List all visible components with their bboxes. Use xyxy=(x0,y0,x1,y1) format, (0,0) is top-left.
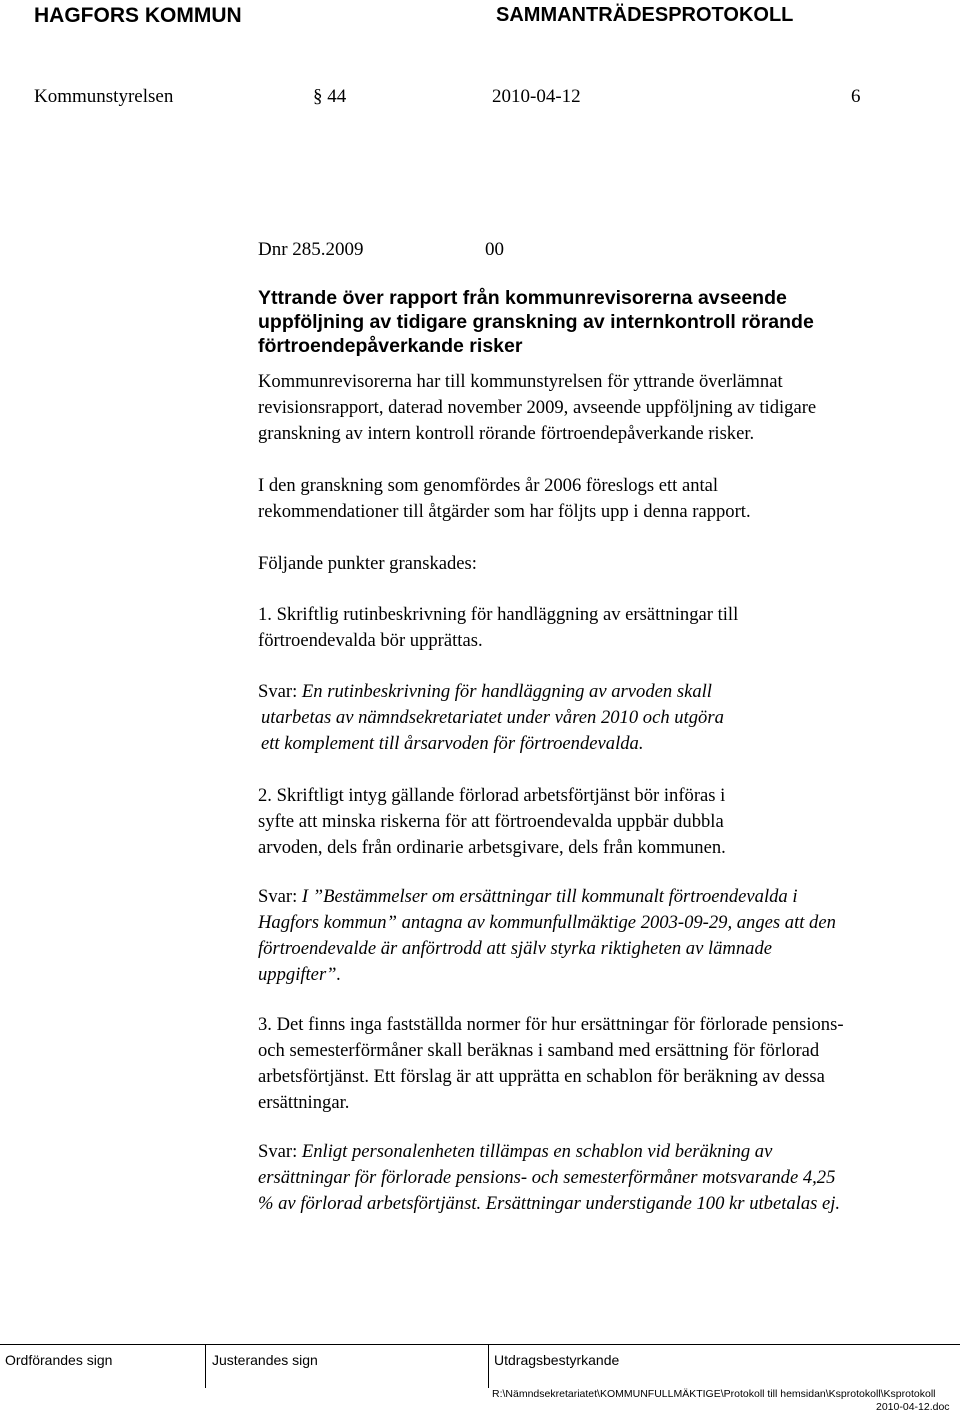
footer-sign-certification: Utdragsbestyrkande xyxy=(494,1352,620,1368)
text-line: Hagfors kommun” antagna av kommunfullmäktige 2003-09-29, anges att den xyxy=(258,912,836,933)
text-line: ersättningar. xyxy=(258,1092,350,1113)
text-line: 3. Det finns inga fastställda normer för hur ersättningar för förlorade pensions- xyxy=(258,1014,844,1035)
meta-paragraph: § 44 xyxy=(313,86,347,107)
meta-page: 6 xyxy=(851,86,861,107)
org-name: HAGFORS KOMMUN xyxy=(34,4,242,27)
footer-top-rule xyxy=(0,1344,960,1345)
answer-label: Svar: xyxy=(258,1141,298,1162)
intro-paragraph xyxy=(258,369,816,447)
paragraph-2 xyxy=(258,473,751,525)
text-line: och semesterförmåner skall beräknas i samband med ersättning för förlorad xyxy=(258,1040,820,1061)
text-line: En rutinbeskrivning för handläggning av arvoden skall xyxy=(297,681,712,702)
footer-divider xyxy=(488,1344,489,1388)
title-line: förtroendepåverkande risker xyxy=(258,335,523,357)
text-line: utarbetas av nämndsekretariatet under våren 2010 och utgöra xyxy=(261,707,724,728)
point-1 xyxy=(258,602,738,654)
answer-label: Svar: xyxy=(258,886,298,907)
text-line: ett komplement till årsarvoden för förtroendevalda. xyxy=(261,733,644,754)
text-line: granskning av intern kontroll rörande förtroendepåverkande risker. xyxy=(258,423,755,444)
text-line: syfte att minska riskerna för att förtroendevalda uppbär dubbla xyxy=(258,811,724,832)
footer-sign-adjuster: Justerandes sign xyxy=(212,1352,318,1368)
meta-body: Kommunstyrelsen xyxy=(34,86,174,107)
text-line: förtroendevalde är anförtrodd att själv styrka riktigheten av lämnade xyxy=(258,938,773,959)
text-line: arbetsförtjänst. Ett förslag är att upprätta en schablon för beräkning av dessa xyxy=(258,1066,825,1087)
text-line: I den granskning som genomfördes år 2006 föreslogs ett antal xyxy=(258,475,719,496)
document-type: SAMMANTRÄDESPROTOKOLL xyxy=(496,4,794,26)
footer-divider xyxy=(205,1344,206,1388)
text-line: 1. Skriftlig rutinbeskrivning för handläggning av ersättningar till xyxy=(258,604,739,625)
footer-file-path: R:\Nämndsekretariatet\KOMMUNFULLMÄKTIGE\Protokoll till hemsidan\Ksprotokoll\Ksprotokoll xyxy=(492,1388,936,1400)
footer-sign-chair: Ordförandes sign xyxy=(5,1352,113,1368)
text-line: I ”Bestämmelser om ersättningar till kommunalt förtroendevalda i xyxy=(297,886,798,907)
text-line: 2. Skriftligt intyg gällande förlorad arbetsförtjänst bör införas i xyxy=(258,785,726,806)
case-title xyxy=(258,286,938,358)
case-dnr: Dnr 285.2009 xyxy=(258,239,364,260)
text-line: ersättningar för förlorade pensions- och semesterförmåner motsvarande 4,25 xyxy=(258,1167,836,1188)
points-heading: Följande punkter granskades: xyxy=(258,553,477,574)
text-line: rekommendationer till åtgärder som har följts upp i denna rapport. xyxy=(258,501,751,522)
footer-file-name: 2010-04-12.doc xyxy=(876,1401,950,1413)
point-3 xyxy=(258,1012,844,1116)
text-line: uppgifter”. xyxy=(258,964,342,985)
case-code: 00 xyxy=(485,239,504,260)
text-line: förtroendevalda bör upprättas. xyxy=(258,630,483,651)
answer-label: Svar: xyxy=(258,681,298,702)
title-line: Yttrande över rapport från kommunrevisorerna avseende xyxy=(258,287,787,309)
answer-3 xyxy=(258,1139,840,1217)
text-line: revisionsrapport, daterad november 2009, avseende uppföljning av tidigare xyxy=(258,397,817,418)
text-line: Kommunrevisorerna har till kommunstyrelsen för yttrande överlämnat xyxy=(258,371,783,392)
text-line: Enligt personalenheten tillämpas en schablon vid beräkning av xyxy=(297,1141,773,1162)
text-line: arvoden, dels från ordinarie arbetsgivare, dels från kommunen. xyxy=(258,837,726,858)
text-line: % av förlorad arbetsförtjänst. Ersättningar understigande 100 kr utbetalas ej. xyxy=(258,1193,841,1214)
answer-1 xyxy=(258,679,724,757)
title-line: uppföljning av tidigare granskning av internkontroll rörande xyxy=(258,311,814,333)
answer-2 xyxy=(258,884,836,988)
meta-date: 2010-04-12 xyxy=(492,86,581,107)
point-2 xyxy=(258,783,726,861)
